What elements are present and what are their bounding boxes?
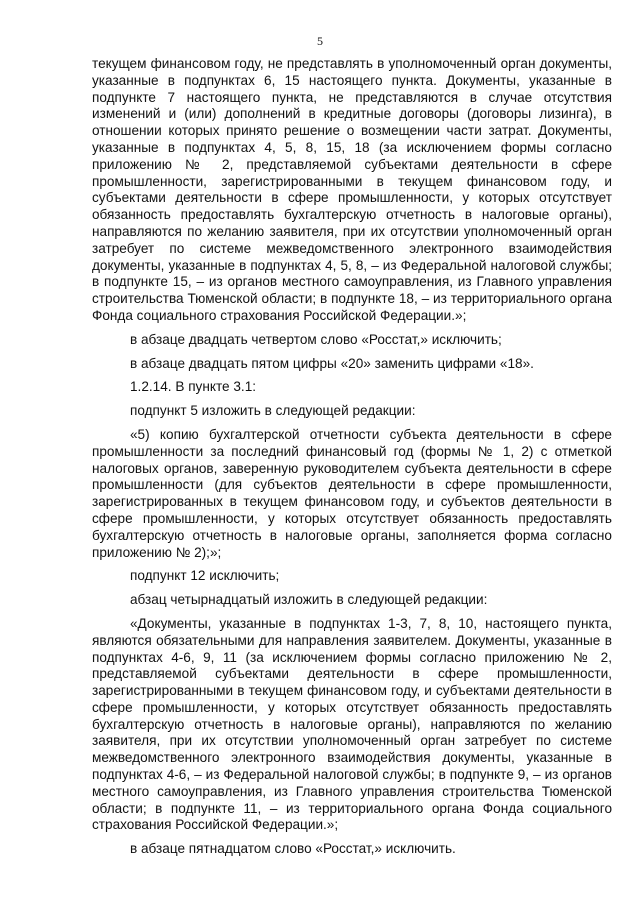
- paragraph-abzac-15: в абзаце пятнадцатом слово «Росстат,» исключить.: [130, 841, 456, 857]
- paragraph-subitem-5-intro: подпункт 5 изложить в следующей редакции:: [130, 403, 416, 419]
- paragraph-continuation: текущем финансовом году, не представлять в уполномоченный орган документы, указанные в подпунктах 6, 15 настоящего пункта. Документы, указанные в подпункте 7 настоящего пункта, не представляются в случае отсутствия изменений и (или) дополнений в кредитные договоры (договоры лизинга), в отношении которых принято решение о возмещении части затрат. Документы, указанные в подпунктах 4, 5, 8, 15, 18 (за исключением формы согласно приложению № 2, представляемой субъектами деятельности в сфере промышленности, зарегистрированными в текущем финансовом году, и субъектами деятельности в сфере промышленности, у которых отсутствует обязанность предоставлять бухгалтерскую отчетность в налоговые органы), направляются по желанию заявителя, при их отсутствии уполномоченный орган затребует по системе межведомственного электронного взаимодействия документы, указанные в подпунктах 4, 5, 8, – из Федеральной налоговой службы; в подпункте 15, – из органов местного самоуправления, из Главного управления строительства Тюменской области; в подпункте 18, – из территориального органа Фонда социального страхования Российской Федерации.»;: [92, 56, 612, 323]
- paragraph-abzac-14-intro: абзац четырнадцатый изложить в следующей редакции:: [130, 592, 488, 608]
- paragraph-subitem-12: подпункт 12 исключить;: [130, 568, 280, 584]
- paragraph-subitem-5-text: «5) копию бухгалтерской отчетности субъекта деятельности в сфере промышленности за последний финансовый год (формы № 1, 2) с отметкой налоговых органов, заверенную руководителем субъекта деятельности в сфере промышленности (для субъектов деятельности в сфере промышленности, зарегистрированных в текущем финансовом году, и субъектов деятельности в сфере промышленности, у которых отсутствует обязанность предоставлять бухгалтерскую отчетность в налоговые органы, заполняется форма согласно приложению № 2);»;: [92, 426, 612, 560]
- page-number: 5: [317, 34, 323, 48]
- paragraph-amend-25: в абзаце двадцать пятом цифры «20» заменить цифрами «18».: [130, 355, 534, 371]
- document-body: [92, 56, 612, 858]
- paragraph-item-1-2-14: 1.2.14. В пункте 3.1:: [130, 379, 257, 395]
- paragraph-amend-24: в абзаце двадцать четвертом слово «Росстат,» исключить;: [130, 331, 502, 347]
- paragraph-abzac-14-text: «Документы, указанные в подпунктах 1-3, 7, 8, 10, настоящего пункта, являются обязательными для направления заявителем. Документы, указанные в подпунктах 4-6, 9, 11 (за исключением формы согласно приложению № 2, представляемой субъектами деятельности в сфере промышленности, зарегистрированными в текущем финансовом году, и субъектами деятельности в сфере промышленности, у которых отсутствует обязанность предоставлять бухгалтерскую отчетность в налоговые органы), направляются по желанию заявителя, при их отсутствии уполномоченный орган затребует по системе межведомственного электронного взаимодействия документы, указанные в подпунктах 4-6, – из Федеральной налоговой службы; в подпункте 9, – из органов местного самоуправления, из Главного управления строительства Тюменской области; в подпункте 11, – из территориального органа Фонда социального страхования Российской Федерации.»;: [92, 615, 612, 833]
